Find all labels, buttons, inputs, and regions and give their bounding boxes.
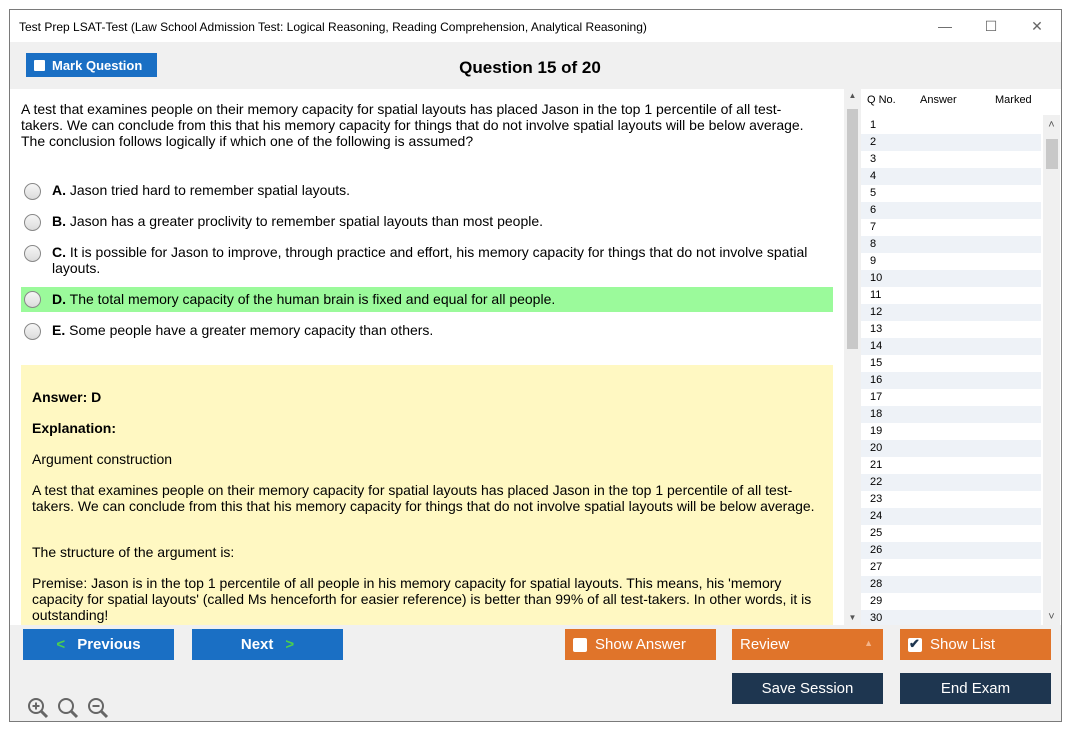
option-text: It is possible for Jason to improve, through practice and effort, his memory capacity for things that do not involve spatial layouts. — [52, 244, 808, 276]
end-exam-label: End Exam — [940, 680, 1011, 697]
question-list-row[interactable]: 1 — [870, 119, 877, 131]
save-session-button[interactable] — [732, 673, 883, 704]
option-d[interactable] — [21, 287, 833, 312]
save-session-label: Save Session — [761, 680, 854, 697]
question-list-row[interactable]: 29 — [870, 595, 883, 607]
question-list-row[interactable]: 9 — [870, 255, 877, 267]
scroll-thumb[interactable] — [1046, 139, 1058, 169]
question-list-row[interactable]: 28 — [861, 576, 1041, 593]
option-letter: B. — [52, 213, 66, 229]
question-pane — [10, 89, 844, 625]
show-answer-button[interactable] — [565, 629, 716, 660]
zoom-in-icon[interactable] — [27, 697, 49, 719]
question-list-row[interactable]: 15 — [870, 357, 883, 369]
chevron-up-icon[interactable]: ˄ — [1048, 119, 1055, 131]
explanation-paragraph: Argument construction — [32, 451, 173, 467]
end-exam-button[interactable] — [900, 673, 1051, 704]
question-list-row[interactable]: 17 — [870, 391, 883, 403]
minimize-button[interactable]: — — [938, 18, 952, 34]
explanation-paragraph: The structure of the argument is: — [32, 544, 235, 560]
radio-icon[interactable] — [24, 183, 41, 200]
question-list-row[interactable]: 4 — [861, 168, 1041, 185]
question-header — [10, 42, 1061, 89]
question-list-row[interactable]: 16 — [861, 372, 1041, 389]
answer-label: Answer: D — [32, 389, 102, 405]
zoom-reset-icon[interactable] — [57, 697, 79, 719]
radio-icon[interactable] — [24, 245, 41, 262]
question-list-row[interactable]: 10 — [861, 270, 1041, 287]
question-stem: A test that examines people on their memory capacity for spatial layouts has placed Jason in the top 1 percentile of all test-takers. We can conclude from this that his memory capacity for things that do not involve spatial layouts will be below average. The conclusion follows logically if which one of the following is assumed? — [21, 101, 804, 149]
mark-question-label: Mark Question — [52, 57, 143, 73]
show-list-label: Show List — [930, 636, 996, 653]
radio-icon[interactable] — [24, 214, 41, 231]
show-list-button[interactable] — [900, 629, 1051, 660]
column-marked: Marked — [995, 94, 1032, 106]
question-list-row[interactable]: 8 — [861, 236, 1041, 253]
question-list-row[interactable]: 23 — [870, 493, 883, 505]
window-title: Test Prep LSAT-Test (Law School Admission Test: Logical Reasoning, Reading Comprehension, Analytical Reasoning) — [19, 20, 647, 34]
explanation-paragraph: A test that examines people on their memory capacity for spatial layouts has placed Jason in the top 1 percentile of all test-takers. We can conclude from this that his memory capacity for things that do not involve spatial layouts will be below average. — [32, 482, 815, 514]
explanation-heading: Explanation: — [32, 420, 117, 436]
mark-question-button[interactable] — [26, 53, 157, 77]
title-bar — [10, 10, 1061, 42]
option-c[interactable] — [21, 244, 821, 276]
question-list-row[interactable]: 2 — [861, 134, 1041, 151]
option-letter: A. — [52, 182, 66, 198]
question-list-row[interactable]: 30 — [861, 610, 1041, 625]
chevron-right-icon: > — [285, 636, 295, 653]
next-button[interactable] — [192, 629, 343, 660]
question-list-row[interactable]: 25 — [870, 527, 883, 539]
radio-icon[interactable] — [24, 323, 41, 340]
question-list-row[interactable]: 7 — [870, 221, 877, 233]
chevron-down-icon[interactable]: ˅ — [1048, 611, 1055, 623]
scroll-thumb[interactable] — [847, 109, 858, 349]
explanation-paragraph: Premise: Jason is in the top 1 percentile of all people in his memory capacity for spatial layouts. This means, his 'memory capacity for spatial layouts' (called Ms henceforth for easier reference) is better than 99% of all test-takers. In other words, it is outstanding! — [32, 575, 812, 623]
question-list-row[interactable]: 6 — [861, 202, 1041, 219]
chevron-left-icon: < — [56, 636, 66, 653]
option-text: Jason tried hard to remember spatial layouts. — [69, 182, 351, 198]
previous-label: Previous — [77, 636, 141, 653]
dropdown-arrow-icon: ▲ — [864, 638, 873, 648]
mark-checkbox-icon — [34, 60, 45, 71]
question-list-row[interactable]: 21 — [870, 459, 883, 471]
scroll-up-icon[interactable]: ▲ — [848, 91, 857, 100]
radio-icon[interactable] — [24, 291, 41, 308]
close-button[interactable]: ✕ — [1031, 17, 1043, 34]
question-list-row[interactable]: 22 — [861, 474, 1041, 491]
footer-toolbar — [10, 625, 1061, 722]
option-text: Jason has a greater proclivity to remember spatial layouts than most people. — [69, 213, 544, 229]
question-list-row[interactable]: 12 — [861, 304, 1041, 321]
question-list-scrollbar[interactable] — [1043, 115, 1060, 625]
column-qno: Q No. — [867, 94, 896, 106]
option-letter: C. — [52, 244, 66, 260]
question-list — [861, 89, 1061, 625]
next-label: Next — [240, 636, 274, 653]
option-b[interactable] — [21, 213, 833, 229]
question-list-row[interactable]: 26 — [861, 542, 1041, 559]
column-answer: Answer — [920, 94, 957, 106]
question-list-row[interactable]: 18 — [861, 406, 1041, 423]
question-list-row[interactable]: 3 — [870, 153, 877, 165]
option-e[interactable] — [21, 322, 833, 338]
zoom-out-icon[interactable] — [87, 697, 109, 719]
question-list-row[interactable]: 14 — [861, 338, 1041, 355]
question-list-row[interactable]: 20 — [861, 440, 1041, 457]
option-a[interactable] — [21, 182, 833, 198]
review-label: Review — [740, 636, 790, 653]
option-text: Some people have a greater memory capacity than others. — [69, 322, 434, 338]
question-list-row[interactable]: 27 — [870, 561, 883, 573]
maximize-button[interactable]: ☐ — [984, 17, 998, 34]
question-list-row[interactable]: 19 — [870, 425, 883, 437]
question-list-row[interactable]: 13 — [870, 323, 883, 335]
review-dropdown[interactable] — [732, 629, 883, 660]
question-list-row[interactable]: 5 — [870, 187, 877, 199]
previous-button[interactable] — [23, 629, 174, 660]
checked-checkbox-icon — [908, 638, 922, 652]
option-letter: D. — [52, 291, 66, 307]
checkbox-icon — [573, 638, 587, 652]
question-list-header — [861, 89, 1041, 109]
question-list-row[interactable]: 24 — [861, 508, 1041, 525]
app-window — [9, 9, 1062, 722]
option-letter: E. — [52, 322, 66, 338]
question-list-rows — [861, 117, 1041, 625]
question-list-row[interactable]: 11 — [870, 289, 882, 301]
answer-explanation-panel — [21, 365, 833, 625]
scroll-down-icon[interactable]: ▼ — [848, 613, 857, 622]
option-text: The total memory capacity of the human brain is fixed and equal for all people. — [69, 291, 556, 307]
question-counter: Question 15 of 20 — [459, 58, 601, 77]
show-answer-label: Show Answer — [595, 636, 686, 653]
question-scrollbar[interactable] — [844, 89, 861, 625]
